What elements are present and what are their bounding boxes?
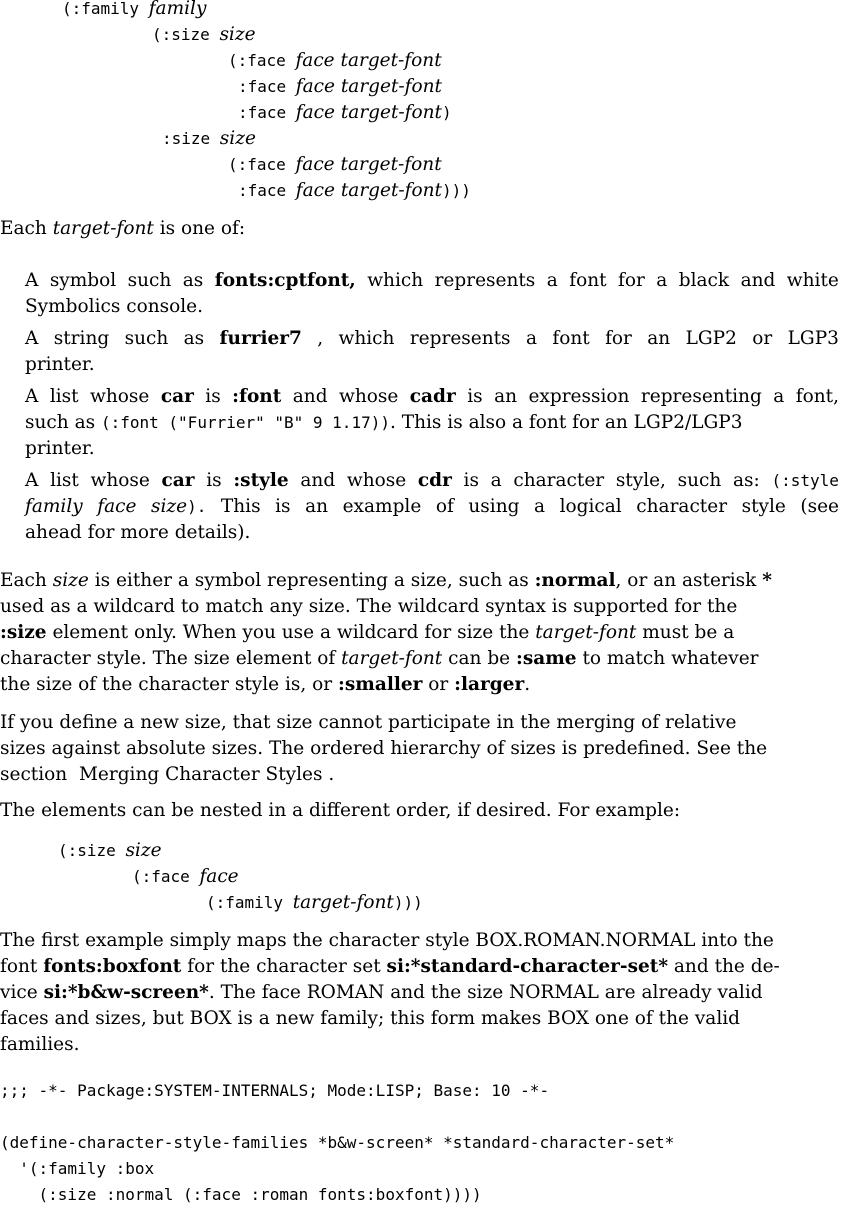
- list-item-line: ahead for more details).: [25, 522, 251, 543]
- intro-line: Each target-font is one of:: [0, 218, 246, 239]
- list-item-line: A symbol such as fonts:cptfont, which represents a font for a black and white: [25, 270, 839, 291]
- code-line: (:face face: [132, 866, 239, 887]
- paragraph-line: Each size is either a symbol representing a size, such as :normal, or an asterisk *: [0, 570, 772, 591]
- paragraph-line: font fonts:boxfont for the character set si:*standard-character-set* and the de-: [0, 956, 780, 977]
- code-line: (:size :normal (:face :roman fonts:boxfont)))): [0, 1185, 482, 1204]
- code-line: :face face target-font))): [238, 180, 471, 201]
- paragraph-line: section Merging Character Styles .: [0, 764, 335, 785]
- paragraph-line: If you define a new size, that size cannot participate in the merging of relative: [0, 712, 737, 733]
- paragraph-line: the size of the character style is, or :smaller or :larger.: [0, 674, 531, 695]
- list-item-line: A list whose car is :font and whose cadr is an expression representing a font,: [25, 386, 839, 407]
- paragraph-line: sizes against absolute sizes. The ordered hierarchy of sizes is predefined. See the: [0, 738, 768, 759]
- code-line: (define-character-style-families *b&w-screen* *standard-character-set*: [0, 1133, 675, 1152]
- list-item-line: printer.: [25, 354, 95, 375]
- code-line: (:face face target-font: [228, 154, 442, 175]
- list-item-line: family face size). This is an example of using a logical character style (see: [25, 496, 839, 517]
- code-line: '(:family :box: [0, 1159, 155, 1178]
- code-line: :size size: [162, 128, 256, 149]
- code-line: (:family family: [62, 0, 207, 19]
- list-item-line: such as (:font ("Furrier" "B" 9 1.17)). This is also a font for an LGP2/LGP3: [25, 412, 743, 433]
- code-line: (:family target-font))): [206, 892, 423, 913]
- code-line: ;;; -*- Package:SYSTEM-INTERNALS; Mode:LISP; Base: 10 -*-: [0, 1081, 550, 1100]
- code-line: :face face target-font: [238, 76, 442, 97]
- paragraph-line: The elements can be nested in a different order, if desired. For example:: [0, 800, 681, 821]
- list-item-line: A string such as furrier7 , which represents a font for an LGP2 or LGP3: [25, 328, 839, 349]
- code-line: :face face target-font): [238, 102, 452, 123]
- code-line: (:size size: [58, 840, 162, 861]
- paragraph-line: The first example simply maps the character style BOX.ROMAN.NORMAL into the: [0, 930, 774, 951]
- code-line: (:size size: [152, 24, 256, 45]
- list-item-line: printer.: [25, 438, 95, 459]
- paragraph-line: used as a wildcard to match any size. The wildcard syntax is supported for the: [0, 596, 738, 617]
- paragraph-line: character style. The size element of target-font can be :same to match whatever: [0, 648, 759, 669]
- list-item-line: A list whose car is :style and whose cdr is a character style, such as: (:style: [25, 470, 839, 491]
- paragraph-line: vice si:*b&w-screen*. The face ROMAN and the size NORMAL are already valid: [0, 982, 763, 1003]
- list-item-line: Symbolics console.: [25, 296, 204, 317]
- code-line: (:face face target-font: [228, 50, 442, 71]
- paragraph-line: :size element only. When you use a wildcard for size the target-font must be a: [0, 622, 735, 643]
- paragraph-line: faces and sizes, but BOX is a new family; this form makes BOX one of the valid: [0, 1008, 740, 1029]
- paragraph-line: families.: [0, 1034, 80, 1055]
